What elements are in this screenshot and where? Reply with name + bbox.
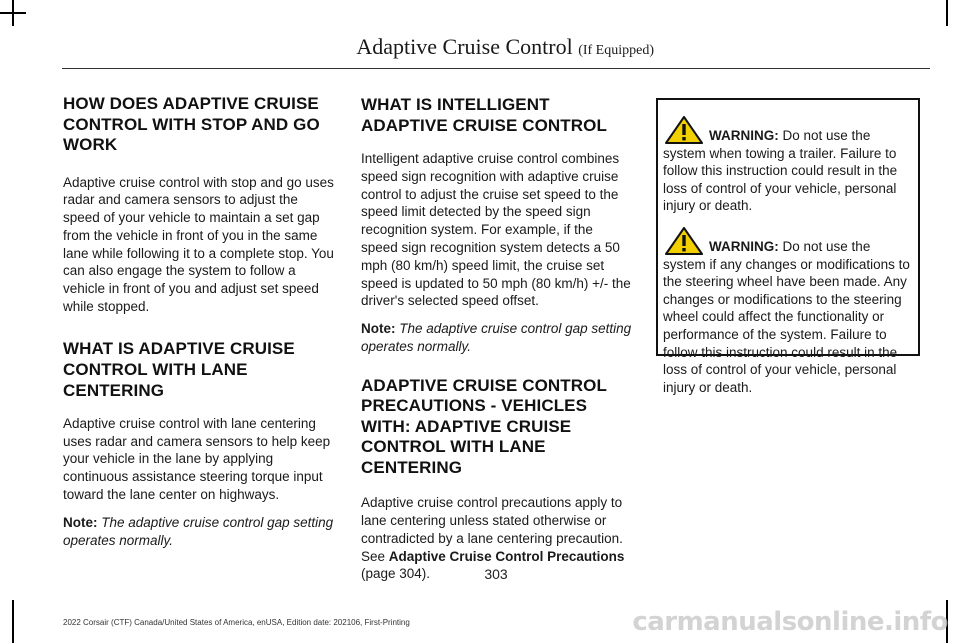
section-heading-intelligent-acc: WHAT IS INTELLIGENT ADAPTIVE CRUISE CONTROL (361, 95, 607, 135)
section-heading-lane-centering: WHAT IS ADAPTIVE CRUISE CONTROL WITH LANE CENTERING (63, 338, 295, 400)
page-header-title (356, 34, 654, 60)
precautions-text: Adaptive cruise control precautions apply to lane centering unless stated otherwise or contradicted by a lane centering precaution. (361, 495, 623, 546)
warning-text: Do not use the system if any changes or modifications to the steering wheel have been made. Any changes or modifications to the steering wheel could affect the functionality or performance of the system. Failure to follow this instruction could result in the loss of control of your vehicle, personal injury or death. (663, 238, 910, 395)
see-link[interactable]: Adaptive Cruise Control Precautions (388, 548, 625, 564)
watermark: carmanualsonline.info (632, 607, 948, 637)
see-page: (page 304). (361, 566, 431, 582)
note-text: The adaptive cruise control gap setting operates normally. (361, 321, 632, 354)
header-title-text: Adaptive Cruise Control (356, 34, 573, 59)
see-prefix: See (361, 548, 386, 564)
warning-label: WARNING: (709, 128, 779, 143)
left-column (63, 94, 335, 549)
note-text: The adaptive cruise control gap setting operates normally. (63, 514, 334, 548)
warning-1 (663, 116, 915, 215)
section-body-stop-and-go: Adaptive cruise control with stop and go uses radar and camera sensors to adjust the speed of your vehicle to maintain a set gap from the vehicle in front of you in the same lane while following it to a complete stop. You can also engage the system to follow a vehicle in front of you and adjust set speed while stopped. (63, 174, 334, 315)
section-body-lane-centering: Adaptive cruise control with lane centering uses radar and camera sensors to help keep your vehicle in the lane by applying continuous assistance steering torque input toward the lane center on highways. (63, 415, 331, 503)
warning-2 (663, 227, 915, 396)
note (361, 320, 633, 356)
crop-mark (12, 600, 14, 643)
note-label: Note: (63, 514, 98, 530)
header-divider (62, 68, 930, 69)
crop-mark (946, 0, 948, 26)
footer-edition-info: 2022 Corsair (CTF) Canada/United States of America, enUSA, Edition date: 202106, First-Printing (63, 618, 410, 627)
note (63, 514, 335, 550)
section-body-intelligent-acc: Intelligent adaptive cruise control combines speed sign recognition with adaptive cruise control to adjust the cruise set speed to the speed limit detected by the speed sign recognition system. For example, if the speed sign recognition system detects a 50 mph (80 km/h) speed limit, the cruise set speed is updated to 50 mph (80 km/h) +/- the driver's selected speed offset. (361, 151, 631, 309)
warning-triangle-icon (665, 227, 703, 255)
crop-mark (12, 0, 14, 26)
page-number: 303 (484, 566, 508, 582)
section-heading-precautions: ADAPTIVE CRUISE CONTROL PRECAUTIONS - VEHICLES WITH: ADAPTIVE CRUISE CONTROL WITH LANE CENTERING (361, 375, 607, 477)
header-subtitle: (If Equipped) (578, 43, 654, 58)
section-heading-stop-and-go: HOW DOES ADAPTIVE CRUISE CONTROL WITH STOP AND GO WORK (63, 94, 320, 154)
warning-label: WARNING: (709, 238, 779, 254)
warning-text: Do not use the system when towing a trailer. Failure to follow this instruction could result in the loss of control of your vehicle, personal injury or death. (663, 128, 898, 214)
warning-box (656, 98, 920, 395)
middle-column (361, 94, 633, 583)
note-label: Note: (361, 321, 396, 337)
warning-triangle-icon (665, 116, 703, 144)
